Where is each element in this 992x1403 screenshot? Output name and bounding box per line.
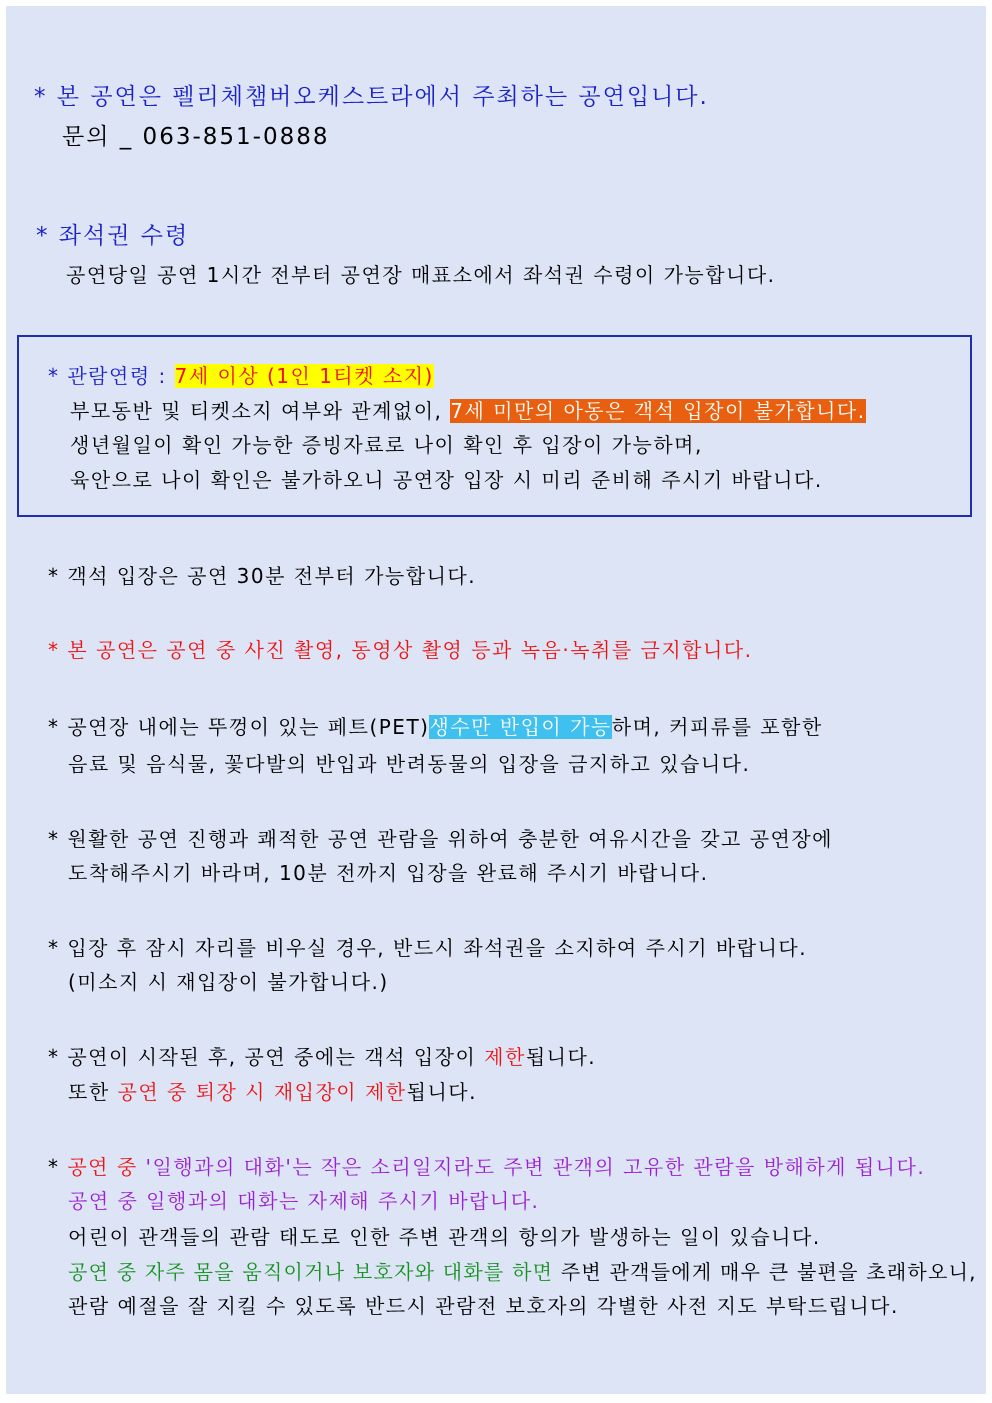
restrict-line-1 bbox=[48, 1044, 596, 1070]
age-label: * 관람연령 : bbox=[48, 364, 175, 388]
talk-line-4 bbox=[68, 1259, 977, 1285]
host-notice: * 본 공연은 펠리체챔버오케스트라에서 주최하는 공연입니다. bbox=[34, 84, 709, 110]
contact-line: 문의 _ 063-851-0888 bbox=[62, 124, 330, 150]
restrict-l2-pre: 또한 bbox=[68, 1080, 118, 1104]
food-line-2: 음료 및 음식물, 꽃다발의 반입과 반려동물의 입장을 금지하고 있습니다. bbox=[68, 752, 751, 776]
restrict-l1-post: 됩니다. bbox=[525, 1045, 597, 1069]
age-l2-text: 부모동반 및 티켓소지 여부와 관계없이, bbox=[70, 399, 451, 423]
talk-l4-post: 주변 관객들에게 매우 큰 불편을 초래하오니, bbox=[553, 1260, 977, 1284]
talk-l1-purple: '일행과의 대화'는 작은 소리일지라도 주변 관객의 고유한 관람을 방해하게 됩니다. bbox=[145, 1155, 926, 1179]
age-highlight: 7세 이상 (1인 1티켓 소지) bbox=[174, 364, 434, 388]
talk-line-2: 공연 중 일행과의 대화는 자제해 주시기 바랍니다. bbox=[68, 1189, 540, 1213]
arrive-line-2: 도착해주시기 바라며, 10분 전까지 입장을 완료해 주시기 바랍니다. bbox=[68, 861, 709, 885]
restrict-line-2 bbox=[68, 1079, 477, 1105]
age-line-4: 육안으로 나이 확인은 불가하오니 공연장 입장 시 미리 준비해 주시기 바랍니다. bbox=[70, 468, 823, 492]
seat-ticket-body: 공연당일 공연 1시간 전부터 공연장 매표소에서 좌석권 수령이 가능합니다. bbox=[66, 263, 776, 287]
leave-line-1: * 입장 후 잠시 자리를 비우실 경우, 반드시 좌석권을 소지하여 주시기 바랍니다. bbox=[48, 936, 808, 960]
age-line bbox=[48, 363, 434, 389]
photo-notice: * 본 공연은 공연 중 사진 촬영, 동영상 촬영 등과 녹음·녹취를 금지합니다. bbox=[48, 638, 753, 662]
seat-ticket-title: * 좌석권 수령 bbox=[36, 223, 190, 249]
age-line-3: 생년월일이 확인 가능한 증빙자료로 나이 확인 후 입장이 가능하며, bbox=[70, 433, 703, 457]
talk-l1-red: 공연 중 bbox=[67, 1155, 146, 1179]
food-highlight: 생수만 반입이 가능 bbox=[429, 715, 612, 739]
talk-star: * bbox=[48, 1155, 68, 1179]
leave-line-2: (미소지 시 재입장이 불가합니다.) bbox=[68, 970, 389, 994]
age-l2-highlight: 7세 미만의 아동은 객석 입장이 불가합니다. bbox=[450, 399, 866, 423]
restrict-l1-pre: * 공연이 시작된 후, 공연 중에는 객석 입장이 bbox=[48, 1045, 485, 1069]
entry-notice: * 객석 입장은 공연 30분 전부터 가능합니다. bbox=[48, 564, 477, 588]
restrict-l2-post: 됩니다. bbox=[406, 1080, 477, 1104]
arrive-line-1: * 원활한 공연 진행과 쾌적한 공연 관람을 위하여 충분한 여유시간을 갖고 공연장에 bbox=[48, 827, 833, 851]
age-line-2 bbox=[70, 398, 866, 424]
talk-line-1 bbox=[48, 1154, 925, 1180]
notice-page bbox=[6, 6, 986, 1394]
talk-l4-green: 공연 중 자주 몸을 움직이거나 보호자와 대화를 하면 bbox=[68, 1260, 554, 1284]
food-line-1 bbox=[48, 714, 823, 740]
restrict-l1-red: 제한 bbox=[484, 1045, 526, 1069]
restrict-l2-red: 공연 중 퇴장 시 재입장이 제한 bbox=[117, 1080, 407, 1104]
talk-line-5: 관람 예절을 잘 지킬 수 있도록 반드시 관람전 보호자의 각별한 사전 지도 부탁드립니다. bbox=[68, 1294, 899, 1318]
food-post: 하며, 커피류를 포함한 bbox=[611, 715, 823, 739]
food-pre: * 공연장 내에는 뚜껑이 있는 페트(PET) bbox=[48, 715, 430, 739]
talk-line-3: 어린이 관객들의 관람 태도로 인한 주변 관객의 항의가 발생하는 일이 있습니다. bbox=[68, 1225, 821, 1249]
